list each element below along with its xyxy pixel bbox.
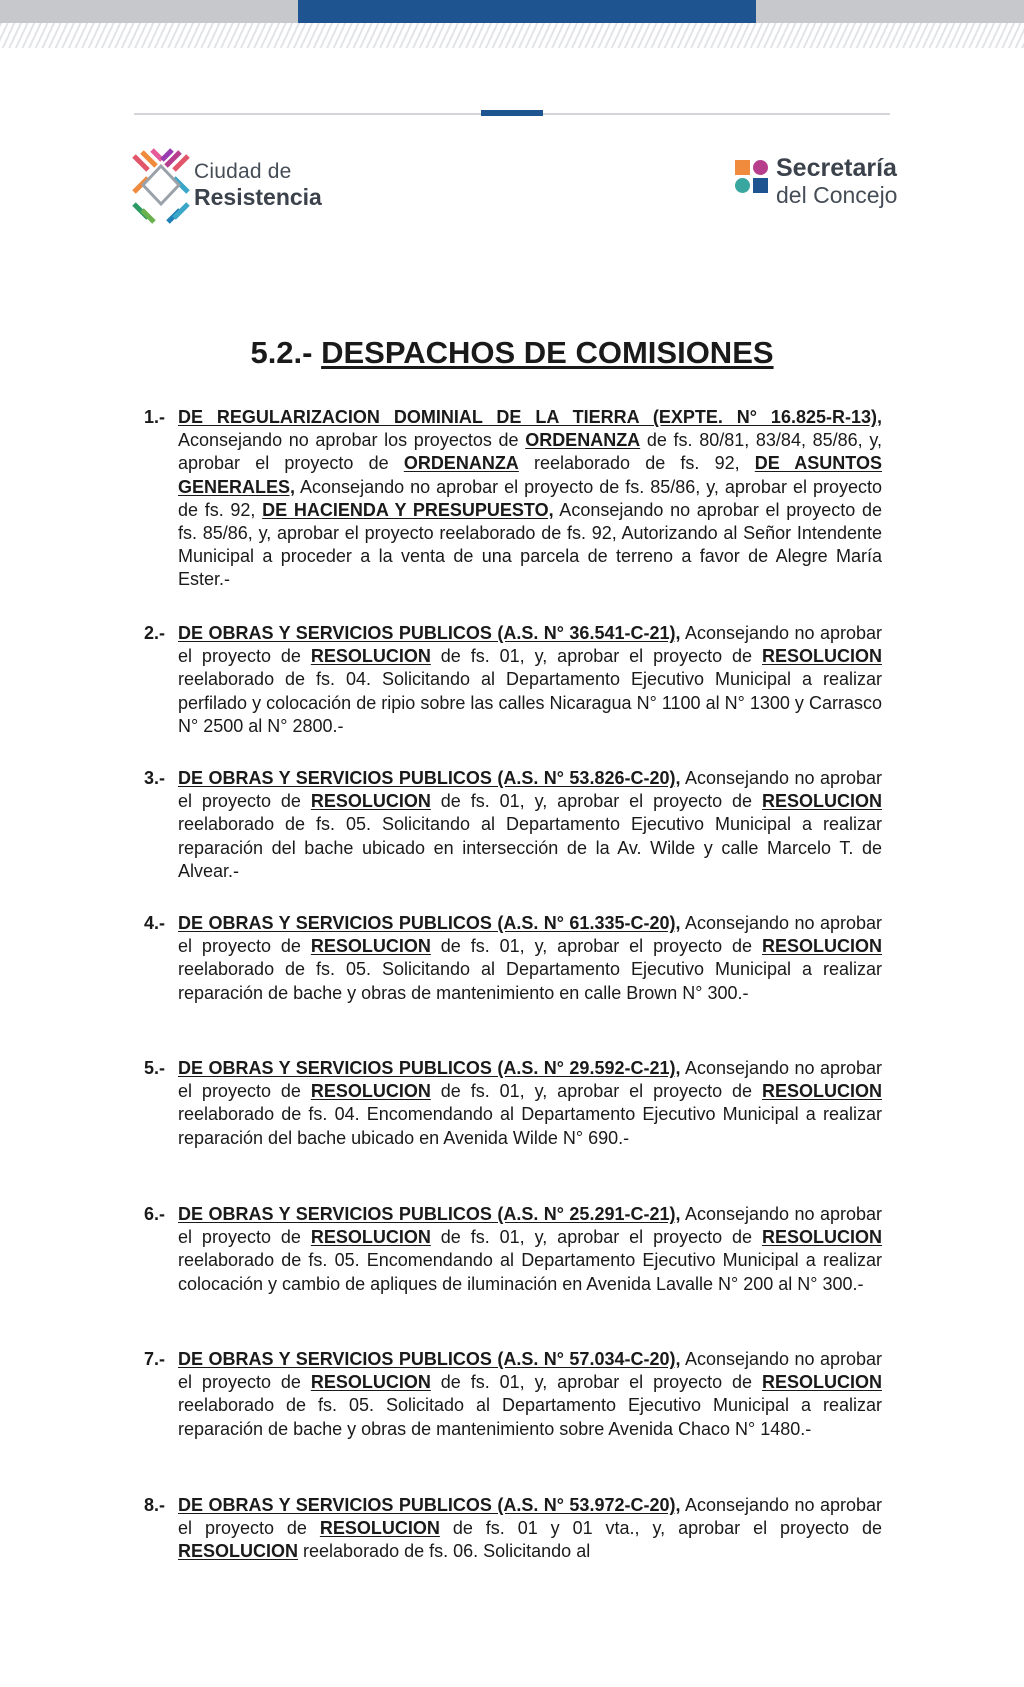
list-item — [144, 767, 882, 883]
item-number: 2.- — [144, 623, 166, 643]
list-item — [144, 622, 882, 738]
item-text: DE OBRAS Y SERVICIOS PUBLICOS (A.S. N° 53.826-C-20), Aconsejando no aprobar el proyecto de RESOLUCION de fs. 01, y, aprobar el proyecto de RESOLUCION reelaborado de fs. 05. Solicitando al Departamento Ejecutivo Municipal a realizar reparación del bache ubicado en intersección de la Av. Wilde y calle Marcelo T. de Alvear.- — [178, 768, 882, 881]
list-item — [144, 406, 882, 592]
item-text: DE OBRAS Y SERVICIOS PUBLICOS (A.S. N° 61.335-C-20), Aconsejando no aprobar el proyecto de RESOLUCION de fs. 01, y, aprobar el proyecto de RESOLUCION reelaborado de fs. 05. Solicitando al Departamento Ejecutivo Municipal a realizar reparación de bache y obras de mantenimiento en calle Brown N° 300.- — [178, 913, 882, 1003]
list-item — [144, 1203, 882, 1296]
item-number: 4.- — [144, 913, 166, 933]
list-item — [144, 1057, 882, 1150]
logo-left-line2: Resistencia — [194, 184, 322, 210]
secretaria-concejo-logo — [732, 154, 898, 214]
item-text: DE OBRAS Y SERVICIOS PUBLICOS (A.S. N° 29.592-C-21), Aconsejando no aprobar el proyecto de RESOLUCION de fs. 01, y, aprobar el proyecto de RESOLUCION reelaborado de fs. 04. Encomendando al Departamento Ejecutivo Municipal a realizar reparación del bache ubicado en Avenida Wilde N° 690.- — [178, 1058, 882, 1148]
logo-left-line1: Ciudad de — [194, 160, 292, 183]
logo-square-magenta — [753, 160, 768, 175]
header-band-blue — [298, 0, 756, 23]
header-divider-accent — [481, 110, 543, 116]
title-prefix: 5.2.- — [250, 335, 322, 370]
header-hatch-pattern — [0, 23, 1024, 48]
logo-square-orange — [735, 160, 750, 175]
item-number: 6.- — [144, 1204, 166, 1224]
logo-square-teal — [735, 178, 750, 193]
logo-right-line1: Secretaría — [776, 154, 897, 182]
list-item — [144, 912, 882, 1005]
item-text: DE OBRAS Y SERVICIOS PUBLICOS (A.S. N° 53.972-C-20), Aconsejando no aprobar el proyecto de RESOLUCION de fs. 01 y 01 vta., y, aprobar el proyecto de RESOLUCION reelaborado de fs. 06. Solicitando al — [178, 1495, 882, 1562]
title-main: DESPACHOS DE COMISIONES — [321, 335, 774, 370]
list-item — [144, 1348, 882, 1441]
list-item — [144, 1494, 882, 1564]
item-text: DE OBRAS Y SERVICIOS PUBLICOS (A.S. N° 25.291-C-21), Aconsejando no aprobar el proyecto de RESOLUCION de fs. 01, y, aprobar el proyecto de RESOLUCION reelaborado de fs. 05. Encomendando al Departamento Ejecutivo Municipal a realizar colocación y cambio de apliques de iluminación en Avenida Lavalle N° 200 al N° 300.- — [178, 1204, 882, 1294]
page-title — [0, 333, 1024, 373]
logo-right-line2: del Concejo — [776, 182, 898, 208]
header-band-right — [756, 0, 1024, 23]
item-number: 3.- — [144, 768, 166, 788]
header-band-left — [0, 0, 298, 23]
ciudad-resistencia-logo — [132, 148, 332, 224]
item-text: DE OBRAS Y SERVICIOS PUBLICOS (A.S. N° 57.034-C-20), Aconsejando no aprobar el proyecto de RESOLUCION de fs. 01, y, aprobar el proyecto de RESOLUCION reelaborado de fs. 05. Solicitado al Departamento Ejecutivo Municipal a realizar reparación de bache y obras de mantenimiento sobre Avenida Chaco N° 1480.- — [178, 1349, 882, 1439]
item-number: 5.- — [144, 1058, 166, 1078]
item-number: 8.- — [144, 1495, 166, 1515]
item-text: DE REGULARIZACION DOMINIAL DE LA TIERRA (EXPTE. N° 16.825-R-13), Aconsejando no aprobar los proyectos de ORDENANZA de fs. 80/81, 83/84, 85/86, y, aprobar el proyecto de ORDENANZA reelaborado de fs. 92, DE ASUNTOS GENERALES, Aconsejando no aprobar el proyecto de fs. 85/86, y, aprobar el proyecto de fs. 92, DE HACIENDA Y PRESUPUESTO, Aconsejando no aprobar el proyecto de fs. 85/86, y, aprobar el proyecto reelaborado de fs. 92, Autorizando al Señor Intendente Municipal a proceder a la venta de una parcela de terreno a favor de Alegre María Ester.- — [178, 407, 882, 590]
item-text: DE OBRAS Y SERVICIOS PUBLICOS (A.S. N° 36.541-C-21), Aconsejando no aprobar el proyecto de RESOLUCION de fs. 01, y, aprobar el proyecto de RESOLUCION reelaborado de fs. 04. Solicitando al Departamento Ejecutivo Municipal a realizar perfilado y colocación de ripio sobre las calles Nicaragua N° 1100 al N° 1300 y Carrasco N° 2500 al N° 2800.- — [178, 623, 882, 736]
logo-square-blue — [753, 178, 768, 193]
ciudad-resistencia-emblem-icon — [132, 148, 190, 224]
item-number: 1.- — [144, 407, 166, 427]
item-number: 7.- — [144, 1349, 166, 1369]
